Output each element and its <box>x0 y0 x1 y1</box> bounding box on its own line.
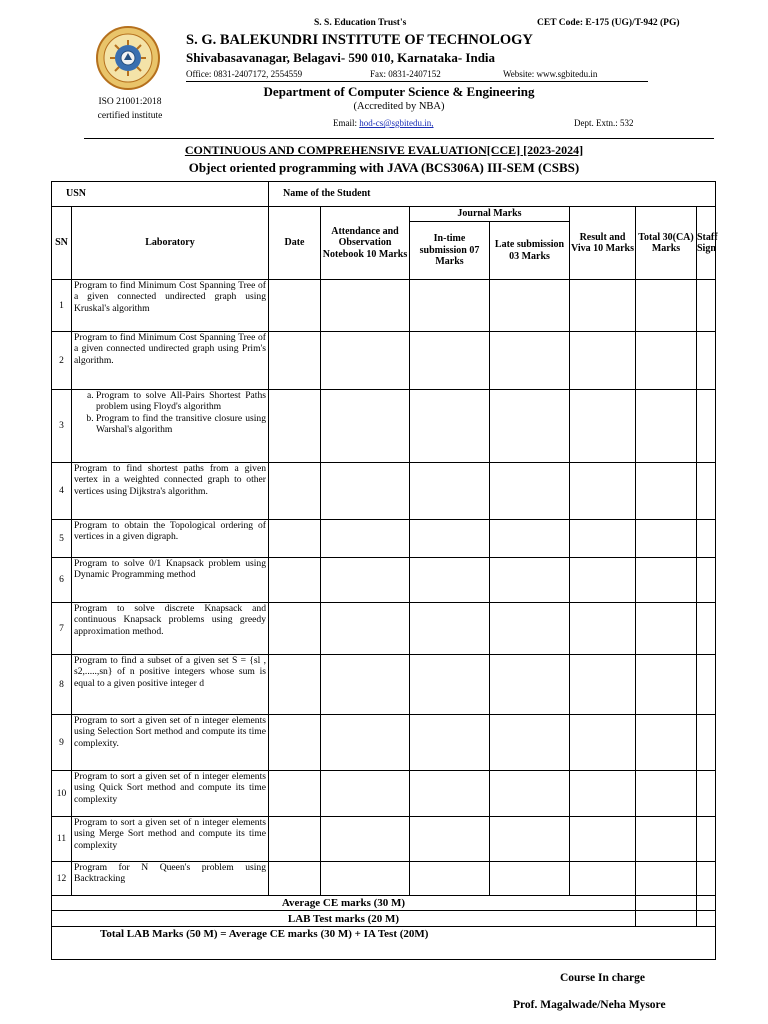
date-cell[interactable] <box>269 862 321 896</box>
row-laboratory: Program for N Queen's problem using Backtracking <box>72 862 269 896</box>
intime-cell[interactable] <box>410 463 490 520</box>
lab-row <box>52 603 716 655</box>
row-sn: 1 <box>52 280 72 332</box>
total-cell[interactable] <box>636 603 697 655</box>
staff-sign-cell[interactable] <box>697 817 716 862</box>
result-cell[interactable] <box>570 280 636 332</box>
sn-header: SN <box>52 207 72 280</box>
result-cell[interactable] <box>570 655 636 715</box>
date-cell[interactable] <box>269 715 321 771</box>
laboratory-header: Laboratory <box>72 207 269 280</box>
course-incharge-names: Prof. Magalwade/Neha Mysore <box>513 999 666 1011</box>
email-label: Email: <box>333 118 357 128</box>
attendance-cell[interactable] <box>321 817 410 862</box>
result-cell[interactable] <box>570 715 636 771</box>
date-cell[interactable] <box>269 390 321 463</box>
late-cell[interactable] <box>490 390 570 463</box>
date-cell[interactable] <box>269 655 321 715</box>
lab-test-label: LAB Test marks (20 M) <box>52 911 636 927</box>
result-header: Result and Viva 10 Marks <box>570 207 636 280</box>
attendance-cell[interactable] <box>321 390 410 463</box>
row-laboratory: Program to sort a given set of n integer elements using Merge Sort method and compute its time complexity <box>72 817 269 862</box>
date-cell[interactable] <box>269 280 321 332</box>
intime-cell[interactable] <box>410 332 490 390</box>
lab-row <box>52 520 716 558</box>
staff-sign-header: Staff Sign <box>697 207 716 280</box>
date-cell[interactable] <box>269 558 321 603</box>
lab-sublist <box>74 390 266 435</box>
late-cell[interactable] <box>490 862 570 896</box>
cet-code: CET Code: E-175 (UG)/T-942 (PG) <box>537 18 680 28</box>
date-header: Date <box>269 207 321 280</box>
lab-row <box>52 715 716 771</box>
row-sn: 3 <box>52 390 72 463</box>
intime-cell[interactable] <box>410 558 490 603</box>
date-cell[interactable] <box>269 603 321 655</box>
row-sn: 8 <box>52 655 72 715</box>
date-cell[interactable] <box>269 332 321 390</box>
lab-test-sign[interactable] <box>697 911 716 927</box>
intime-cell[interactable] <box>410 280 490 332</box>
date-cell[interactable] <box>269 771 321 817</box>
row-laboratory: Program to find a subset of a given set S = {sl , s2,.....,sn} of n positive integers whose sum is equal to a given positive integer d <box>72 655 269 715</box>
avg-ce-label: Average CE marks (30 M) <box>52 896 636 911</box>
row-sn: 7 <box>52 603 72 655</box>
row-sn: 6 <box>52 558 72 603</box>
result-cell[interactable] <box>570 817 636 862</box>
department-name: Department of Computer Science & Engineering <box>263 84 535 99</box>
row-laboratory: Program to find Minimum Cost Spanning Tree of a given connected undirected graph using Kruskal's algorithm <box>72 280 269 332</box>
staff-sign-cell[interactable] <box>697 332 716 390</box>
row-laboratory: Program to obtain the Topological ordering of vertices in a given digraph. <box>72 520 269 558</box>
late-cell[interactable] <box>490 558 570 603</box>
lab-test-value[interactable] <box>636 911 697 927</box>
late-cell[interactable] <box>490 463 570 520</box>
row-sn: 4 <box>52 463 72 520</box>
accreditation: (Accredited by NBA) <box>353 101 445 112</box>
intime-cell[interactable] <box>410 862 490 896</box>
total-cell[interactable] <box>636 280 697 332</box>
row-laboratory: Program to find shortest paths from a given vertex in a weighted connected graph to other vertices using Dijkstra's algorithm. <box>72 463 269 520</box>
intime-cell[interactable] <box>410 771 490 817</box>
lab-subitem: b. Program to find the transitive closure using Warshal's algorithm <box>96 413 266 436</box>
avg-ce-value[interactable] <box>636 896 697 911</box>
date-cell[interactable] <box>269 520 321 558</box>
total-cell[interactable] <box>636 520 697 558</box>
total-cell[interactable] <box>636 862 697 896</box>
total-cell[interactable] <box>636 390 697 463</box>
row-sn: 10 <box>52 771 72 817</box>
late-cell[interactable] <box>490 655 570 715</box>
header-divider <box>186 81 648 82</box>
result-cell[interactable] <box>570 603 636 655</box>
late-cell[interactable] <box>490 603 570 655</box>
lab-row <box>52 817 716 862</box>
staff-sign-cell[interactable] <box>697 280 716 332</box>
lab-row <box>52 862 716 896</box>
total-cell[interactable] <box>636 332 697 390</box>
row-sn: 11 <box>52 817 72 862</box>
staff-sign-cell[interactable] <box>697 862 716 896</box>
row-laboratory <box>72 390 269 463</box>
staff-sign-cell[interactable] <box>697 603 716 655</box>
iso-certification: ISO 21001:2018 <box>98 97 162 107</box>
attendance-cell[interactable] <box>321 771 410 817</box>
result-cell[interactable] <box>570 558 636 603</box>
late-cell[interactable] <box>490 817 570 862</box>
result-cell[interactable] <box>570 862 636 896</box>
course-incharge-label: Course In charge <box>560 972 645 984</box>
lab-row <box>52 558 716 603</box>
late-cell[interactable] <box>490 715 570 771</box>
result-cell[interactable] <box>570 332 636 390</box>
total-header: Total 30(CA) Marks <box>636 207 697 280</box>
avg-ce-sign[interactable] <box>697 896 716 911</box>
staff-sign-cell[interactable] <box>697 463 716 520</box>
lab-row <box>52 390 716 463</box>
attendance-cell[interactable] <box>321 715 410 771</box>
total-cell[interactable] <box>636 715 697 771</box>
cce-title: CONTINUOUS AND COMPREHENSIVE EVALUATION[CCE] [2023-2024] <box>184 143 584 157</box>
late-cell[interactable] <box>490 332 570 390</box>
late-header: Late submission 03 Marks <box>490 222 570 280</box>
row-laboratory: Program to sort a given set of n integer elements using Selection Sort method and compute its time complexity. <box>72 715 269 771</box>
total-cell[interactable] <box>636 655 697 715</box>
lab-row <box>52 771 716 817</box>
intime-header: In-time submission 07 Marks <box>410 222 490 280</box>
usn-cell <box>52 182 269 207</box>
row-sn: 9 <box>52 715 72 771</box>
staff-sign-cell[interactable] <box>697 771 716 817</box>
fax-number: Fax: 0831-2407152 <box>370 69 441 79</box>
intime-cell[interactable] <box>410 655 490 715</box>
total-cell[interactable] <box>636 463 697 520</box>
intime-cell[interactable] <box>410 817 490 862</box>
row-laboratory: Program to sort a given set of n integer elements using Quick Sort method and compute its time complexity <box>72 771 269 817</box>
intime-cell[interactable] <box>410 715 490 771</box>
website-link[interactable]: Website: www.sgbitedu.in <box>503 69 598 79</box>
title-divider <box>84 138 714 139</box>
office-phone: Office: 0831-2407172, 2554559 <box>186 69 303 79</box>
result-cell[interactable] <box>570 390 636 463</box>
result-cell[interactable] <box>570 463 636 520</box>
attendance-cell[interactable] <box>321 558 410 603</box>
institute-address: Shivabasavanagar, Belagavi- 590 010, Karnataka- India <box>186 50 496 65</box>
usn-label: USN <box>66 188 87 200</box>
late-cell[interactable] <box>490 771 570 817</box>
lab-row <box>52 280 716 332</box>
date-cell[interactable] <box>269 463 321 520</box>
staff-sign-cell[interactable] <box>697 715 716 771</box>
attendance-cell[interactable] <box>321 280 410 332</box>
attendance-cell[interactable] <box>321 463 410 520</box>
late-cell[interactable] <box>490 520 570 558</box>
dept-extension: Dept. Extn.: 532 <box>574 118 634 128</box>
lab-subitem: a. Program to solve All-Pairs Shortest Paths problem using Floyd's algorithm <box>96 390 266 413</box>
institute-logo-icon <box>95 25 161 91</box>
row-laboratory: Program to solve discrete Knapsack and continuous Knapsack problems using greedy approximation method. <box>72 603 269 655</box>
row-laboratory: Program to find Minimum Cost Spanning Tree of a given connected undirected graph using Prim's algorithm. <box>72 332 269 390</box>
journal-header: Journal Marks <box>410 207 570 222</box>
late-cell[interactable] <box>490 280 570 332</box>
staff-sign-cell[interactable] <box>697 655 716 715</box>
email-row <box>333 118 434 128</box>
iso-subtitle: certified institute <box>97 111 163 121</box>
total-cell[interactable] <box>636 771 697 817</box>
row-sn: 2 <box>52 332 72 390</box>
attendance-cell[interactable] <box>321 332 410 390</box>
student-name-cell[interactable] <box>269 182 716 207</box>
total-lab-marks: Total LAB Marks (50 M) = Average CE marks (30 M) + IA Test (20M) <box>52 927 716 960</box>
intime-cell[interactable] <box>410 520 490 558</box>
attendance-cell[interactable] <box>321 520 410 558</box>
attendance-cell[interactable] <box>321 655 410 715</box>
attendance-cell[interactable] <box>321 862 410 896</box>
total-cell[interactable] <box>636 558 697 603</box>
cce-marks-table <box>51 181 716 960</box>
email-link[interactable]: hod-cs@sgbitedu.in, <box>359 118 434 128</box>
intime-cell[interactable] <box>410 390 490 463</box>
staff-sign-cell[interactable] <box>697 520 716 558</box>
row-sn: 12 <box>52 862 72 896</box>
total-cell[interactable] <box>636 817 697 862</box>
row-sn: 5 <box>52 520 72 558</box>
lab-row <box>52 332 716 390</box>
institute-name: S. G. BALEKUNDRI INSTITUTE OF TECHNOLOGY <box>186 32 533 48</box>
result-cell[interactable] <box>570 520 636 558</box>
staff-sign-cell[interactable] <box>697 390 716 463</box>
lab-row <box>52 463 716 520</box>
lab-row <box>52 655 716 715</box>
attendance-header: Attendance and Observation Notebook 10 Marks <box>321 207 410 280</box>
intime-cell[interactable] <box>410 603 490 655</box>
staff-sign-cell[interactable] <box>697 558 716 603</box>
attendance-cell[interactable] <box>321 603 410 655</box>
student-name-label: Name of the Student <box>283 188 371 200</box>
result-cell[interactable] <box>570 771 636 817</box>
date-cell[interactable] <box>269 817 321 862</box>
row-laboratory: Program to solve 0/1 Knapsack problem using Dynamic Programming method <box>72 558 269 603</box>
trust-name: S. S. Education Trust's <box>314 18 407 28</box>
course-title: Object oriented programming with JAVA (BCS306A) III-SEM (CSBS) <box>188 160 580 175</box>
